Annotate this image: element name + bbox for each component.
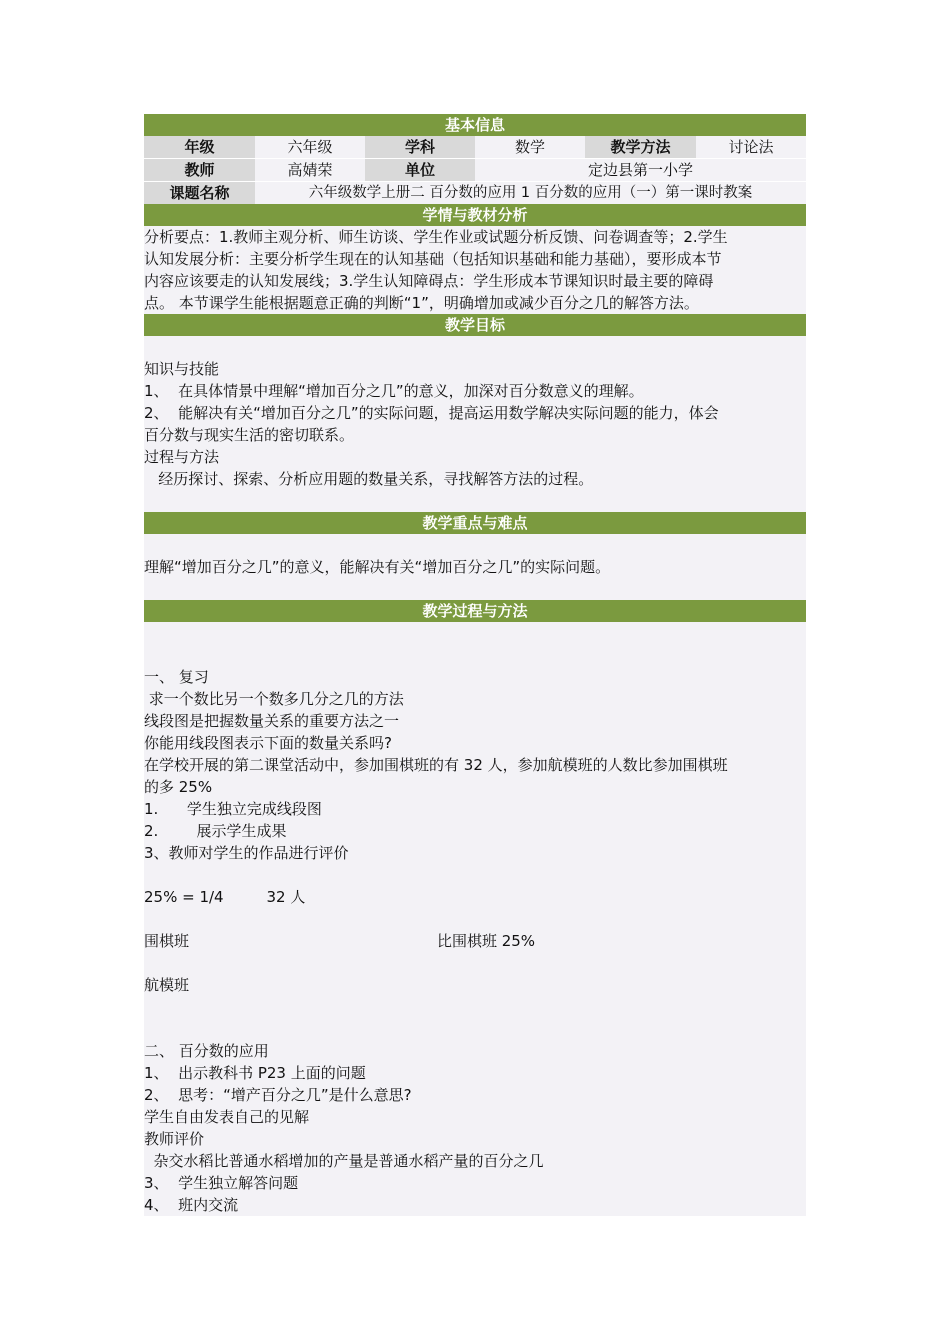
method-value: 讨论法: [696, 136, 806, 158]
subject-value: 数学: [475, 136, 585, 158]
key-points-line: 理解“增加百分之几”的意义，能解决有关“增加百分之几”的实际问题。: [144, 558, 611, 576]
unit-label: 单位: [365, 159, 475, 181]
objectives-line: 百分数与现实生活的密切联系。: [144, 426, 355, 444]
objectives-line: [144, 490, 806, 512]
process-line: 的多 25%: [144, 778, 213, 796]
process-line: [144, 644, 806, 666]
process-line: [144, 908, 806, 930]
course-value: 六年级数学上册二 百分数的应用 1 百分数的应用（一）第一课时教案: [255, 182, 806, 204]
analysis-line: 认知发展分析：主要分析学生现在的认知基础（包括知识基础和能力基础），要形成本节: [144, 250, 722, 268]
process-line: 3、 学生独立解答问题: [144, 1174, 299, 1192]
analysis-line: 点。 本节课学生能根据题意正确的判断“1”，明确增加或减少百分之几的解答方法。: [144, 294, 699, 312]
objectives-line: 经历探讨、探索、分析应用题的数量关系，寻找解答方法的过程。: [144, 470, 594, 488]
process-line: [144, 952, 806, 974]
process-line: 在学校开展的第二课堂活动中，参加围棋班的有 32 人，参加航模班的人数比参加围棋班: [144, 756, 728, 774]
process-line: [144, 1018, 806, 1040]
process-line: 一、 复习: [144, 668, 209, 686]
process-line: 4、 班内交流: [144, 1196, 239, 1214]
process-line: 2. 展示学生成果: [144, 822, 287, 840]
process-line: 围棋班 比围棋班 25%: [144, 932, 536, 950]
objectives-line: 2、 能解决有关“增加百分之几”的实际问题，提高运用数学解决实际问题的能力，体会: [144, 404, 719, 422]
key-points-body: [144, 534, 806, 600]
grade-label: 年级: [144, 136, 255, 158]
unit-value: 定边县第一小学: [475, 159, 806, 181]
process-line: 你能用线段图表示下面的数量关系吗?: [144, 734, 392, 752]
course-label: 课题名称: [144, 182, 255, 204]
analysis-line: 内容应该要走的认知发展线；3.学生认知障碍点：学生形成本节课知识时最主要的障碍: [144, 272, 714, 290]
process-line: 1、 出示教科书 P23 上面的问题: [144, 1064, 366, 1082]
objectives-line: 1、 在具体情景中理解“增加百分之几”的意义，加深对百分数意义的理解。: [144, 382, 644, 400]
process-line: 杂交水稻比普通水稻增加的产量是普通水稻产量的百分之几: [144, 1152, 544, 1170]
process-header: 教学过程与方法: [144, 600, 806, 622]
teacher-row: [144, 159, 806, 182]
objectives-line: 过程与方法: [144, 448, 220, 466]
method-label: 教学方法: [585, 136, 696, 158]
objectives-header: 教学目标: [144, 314, 806, 336]
process-line: 线段图是把握数量关系的重要方法之一: [144, 712, 400, 730]
process-line: 25% = 1/4 32 人: [144, 888, 306, 906]
basic-info-header: 基本信息: [144, 114, 806, 136]
key-points-line: [144, 534, 806, 556]
analysis-header: 学情与教材分析: [144, 204, 806, 226]
process-line: 教师评价: [144, 1130, 205, 1148]
process-line: 1. 学生独立完成线段图: [144, 800, 322, 818]
grade-row: [144, 136, 806, 159]
key-points-header: 教学重点与难点: [144, 512, 806, 534]
objectives-line: 知识与技能: [144, 360, 220, 378]
process-line: 航模班: [144, 976, 190, 994]
objectives-line: [144, 336, 806, 358]
teacher-value: 高婧荣: [255, 159, 365, 181]
process-line: [144, 622, 806, 644]
lesson-plan-document: [144, 114, 806, 1216]
subject-label: 学科: [365, 136, 475, 158]
process-line: 学生自由发表自己的见解: [144, 1108, 310, 1126]
process-line: 求一个数比另一个数多几分之几的方法: [144, 690, 404, 708]
grade-value: 六年级: [255, 136, 365, 158]
key-points-line: [144, 578, 806, 600]
analysis-line: 分析要点：1.教师主观分析、师生访谈、学生作业或试题分析反馈、问卷调查等；2.学生: [144, 228, 728, 246]
teacher-label: 教师: [144, 159, 255, 181]
analysis-body: [144, 226, 806, 314]
process-line: 3、教师对学生的作品进行评价: [144, 844, 349, 862]
process-line: [144, 864, 806, 886]
process-body: [144, 622, 806, 1216]
process-line: 2、 思考：“增产百分之几”是什么意思?: [144, 1086, 412, 1104]
course-row: [144, 182, 806, 204]
objectives-body: [144, 336, 806, 512]
process-line: 二、 百分数的应用: [144, 1042, 269, 1060]
process-line: [144, 996, 806, 1018]
